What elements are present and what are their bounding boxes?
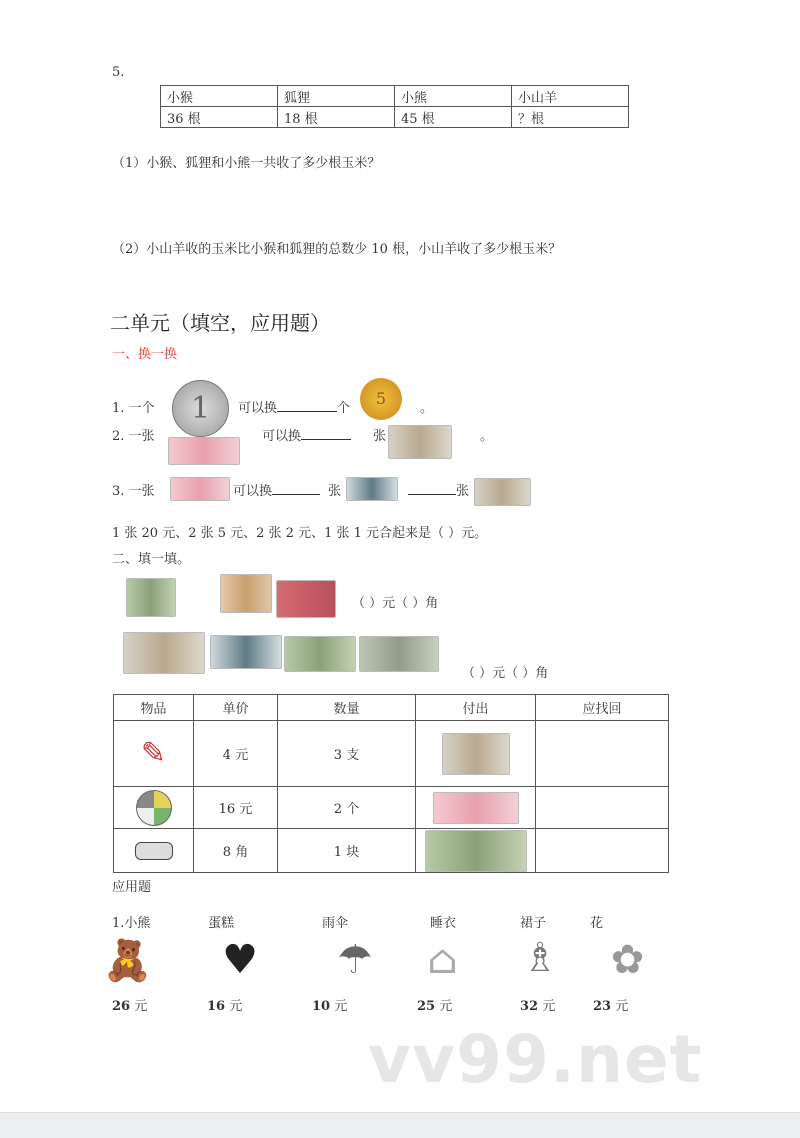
exchange-line-1: 1. 一个 bbox=[112, 401, 155, 416]
item-name: 雨伞 bbox=[322, 916, 349, 931]
price-cell: 16 元 bbox=[194, 787, 278, 829]
item-name: 睡衣 bbox=[430, 916, 457, 931]
item-price: 10 元 bbox=[312, 999, 348, 1014]
heart-cake-icon: ♥ bbox=[222, 937, 258, 983]
price-cell: 8 角 bbox=[194, 829, 278, 873]
section-heading: 应用题 bbox=[112, 880, 152, 895]
price-cell: 4 元 bbox=[194, 721, 278, 787]
table-header: 小山羊 bbox=[512, 86, 629, 107]
item-price: 16 元 bbox=[207, 999, 243, 1014]
item-price: 26 元 bbox=[112, 999, 148, 1014]
sub-question-2: （2）小山羊收的玉米比小猴和狐狸的总数少 10 根，小山羊收了多少根玉米？ bbox=[112, 242, 562, 257]
eraser-icon bbox=[135, 842, 173, 860]
ball-icon bbox=[136, 790, 172, 826]
umbrella-icon: ☂ bbox=[337, 937, 373, 983]
item-name: 裙子 bbox=[520, 916, 547, 931]
2-yuan-note-icon bbox=[359, 636, 439, 672]
100-yuan-note-icon bbox=[168, 437, 240, 465]
answer-blank[interactable] bbox=[301, 427, 351, 440]
answer-cell[interactable] bbox=[536, 721, 669, 787]
5-yuan-note-icon bbox=[220, 574, 272, 613]
label: 张 bbox=[373, 429, 387, 444]
label: 可以换 bbox=[238, 401, 278, 416]
period: 。 bbox=[480, 429, 494, 444]
exchange-line-2: 2. 一张 bbox=[112, 429, 155, 444]
table-header: 单价 bbox=[194, 695, 278, 721]
question-number: 5. bbox=[112, 65, 125, 80]
sub-question-1: （1）小猴、狐狸和小熊一共收了多少根玉米？ bbox=[112, 156, 381, 171]
table-cell: 18 根 bbox=[278, 107, 395, 128]
fill-answer-2: （ ）元（ ）角 bbox=[462, 666, 549, 681]
qty-cell: 3 支 bbox=[278, 721, 416, 787]
table-header: 付出 bbox=[416, 695, 536, 721]
label: 张 bbox=[456, 484, 470, 499]
dress-icon: ♗ bbox=[522, 935, 558, 981]
1-yuan-note-icon bbox=[276, 580, 336, 618]
table-cell: 45 根 bbox=[395, 107, 512, 128]
one-yuan-coin-icon: 1 bbox=[172, 380, 229, 437]
20-yuan-note-icon bbox=[442, 733, 510, 775]
answer-blank[interactable] bbox=[277, 399, 337, 412]
table-header: 狐狸 bbox=[278, 86, 395, 107]
table-header: 数量 bbox=[278, 695, 416, 721]
answer-cell[interactable] bbox=[536, 829, 669, 873]
item-name: 1.小熊 bbox=[112, 916, 151, 931]
100-yuan-note-icon bbox=[433, 792, 519, 824]
sum-question: 1 张 20 元、2 张 5 元、2 张 2 元、1 张 1 元合起来是（ ）元。 bbox=[112, 526, 488, 541]
item-name: 蛋糕 bbox=[208, 916, 235, 931]
teddy-bear-icon: 🧸 bbox=[102, 937, 153, 984]
item-price: 32 元 bbox=[520, 999, 556, 1014]
20-yuan-note-icon bbox=[388, 425, 452, 459]
100-yuan-note-icon bbox=[170, 477, 230, 501]
period: 。 bbox=[420, 401, 434, 416]
label: 个 bbox=[337, 401, 351, 416]
table-header: 物品 bbox=[114, 695, 194, 721]
label: 可以换 bbox=[233, 484, 273, 499]
harvest-table bbox=[160, 85, 629, 128]
shopping-table bbox=[113, 694, 669, 873]
item-price: 25 元 bbox=[417, 999, 453, 1014]
table-header: 小熊 bbox=[395, 86, 512, 107]
item-price: 23 元 bbox=[593, 999, 629, 1014]
toothpaste-icon: ✎ bbox=[140, 736, 167, 771]
20-yuan-note-icon bbox=[474, 478, 531, 506]
robe-icon: ⌂ bbox=[427, 937, 458, 983]
exchange-line-3: 3. 一张 bbox=[112, 484, 155, 499]
unit-title: 二单元（填空，应用题） bbox=[110, 311, 330, 335]
qty-cell: 1 块 bbox=[278, 829, 416, 873]
2-yuan-note-icon bbox=[126, 578, 176, 617]
fill-answer-1: （ ）元（ ）角 bbox=[352, 596, 439, 611]
10-yuan-note-icon bbox=[210, 635, 282, 669]
item-name: 花 bbox=[590, 916, 604, 931]
section-heading: 一、换一换 bbox=[112, 347, 178, 362]
answer-blank[interactable] bbox=[408, 482, 456, 495]
label: 张 bbox=[328, 484, 342, 499]
answer-blank[interactable] bbox=[272, 482, 320, 495]
2-yuan-note-icon bbox=[284, 636, 356, 672]
qty-cell: 2 个 bbox=[278, 787, 416, 829]
50-yuan-note-icon bbox=[346, 477, 398, 501]
table-cell: ？根 bbox=[512, 107, 629, 128]
bottom-bar bbox=[0, 1112, 800, 1138]
table-header: 应找回 bbox=[536, 695, 669, 721]
section-heading: 二、填一填。 bbox=[112, 552, 191, 567]
table-header: 小猴 bbox=[161, 86, 278, 107]
20-yuan-note-icon bbox=[123, 632, 205, 674]
table-cell: 36 根 bbox=[161, 107, 278, 128]
2-yuan-note-icon bbox=[425, 830, 527, 872]
watermark: vv99.net bbox=[368, 1021, 703, 1098]
five-jiao-coin-icon: 5 bbox=[360, 378, 402, 420]
label: 可以换 bbox=[262, 429, 302, 444]
answer-cell[interactable] bbox=[536, 787, 669, 829]
flower-icon: ✿ bbox=[610, 937, 645, 983]
